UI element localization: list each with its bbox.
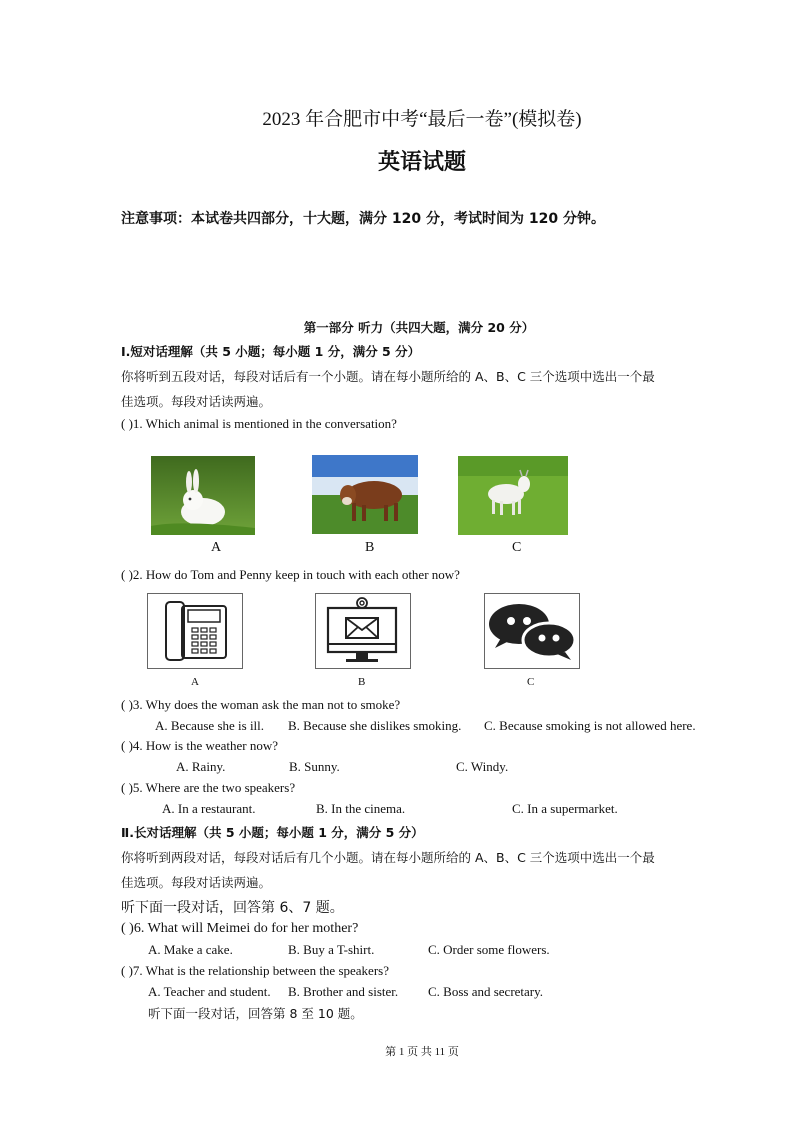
exam-title: 2023 年合肥市中考“最后一卷”(模拟卷) [262,109,582,130]
section1-instruction-2: 佳选项。每段对话读两遍。 [121,394,272,409]
question-4: ( )4. How is the weather now? [121,738,279,753]
email-computer-icon [315,593,411,669]
q4-option-b: B. Sunny. [289,759,340,774]
q3-option-a: A. Because she is ill. [155,718,265,733]
cow-image [312,455,418,534]
q1-label-c: C [512,540,522,555]
q1-label-a: A [211,540,222,555]
exam-notice: 注意事项：本试卷共四部分，十大题，满分 120 分，考试时间为 120 分钟。 [121,211,605,227]
section2-instruction-1: 你将听到两段对话，每段对话后有几个小题。请在每小题所给的 A、B、C 三个选项中选出一个最 [121,850,655,865]
rabbit-image [151,456,255,535]
q5-option-b: B. In the cinema. [316,801,406,816]
q5-option-c: C. In a supermarket. [512,801,618,816]
q3-option-c: C. Because smoking is not allowed here. [484,718,696,733]
q6-option-c: C. Order some flowers. [428,942,550,957]
question-1: ( )1. Which animal is mentioned in the conversation? [121,416,397,431]
listen-instruction-8-10: 听下面一段对话，回答第 8 至 10 题。 [148,1006,363,1021]
q2-label-c: C [527,676,535,688]
q2-label-b: B [358,676,366,688]
question-6: ( )6. What will Meimei do for her mother? [121,921,359,936]
section1-instruction-1: 你将听到五段对话，每段对话后有一个小题。请在每小题所给的 A、B、C 三个选项中选出一个最 [121,369,655,384]
q7-option-c: C. Boss and secretary. [428,984,544,999]
q7-option-a: A. Teacher and student. [148,984,271,999]
section2-title: Ⅱ.长对话理解（共 5 小题；每小题 1 分，满分 5 分） [121,825,424,840]
q6-option-b: B. Buy a T-shirt. [288,942,375,957]
q1-label-b: B [365,540,375,555]
q4-option-c: C. Windy. [456,759,509,774]
exam-subtitle: 英语试题 [377,150,466,175]
part1-heading: 第一部分 听力（共四大题，满分 20 分） [303,320,535,335]
telephone-icon [147,593,243,669]
question-5: ( )5. Where are the two speakers? [121,780,296,795]
section2-instruction-2: 佳选项。每段对话读两遍。 [121,875,272,890]
question-7: ( )7. What is the relationship between the speakers? [121,963,389,978]
q3-option-b: B. Because she dislikes smoking. [288,718,462,733]
q7-option-b: B. Brother and sister. [288,984,399,999]
question-2: ( )2. How do Tom and Penny keep in touch with each other now? [121,567,460,582]
question-3: ( )3. Why does the woman ask the man not to smoke? [121,697,401,712]
goat-image [458,456,568,535]
wechat-chat-icon [484,593,580,669]
section1-title: Ⅰ.短对话理解（共 5 小题；每小题 1 分，满分 5 分） [121,344,421,359]
q4-option-a: A. Rainy. [176,759,226,774]
q2-label-a: A [191,676,199,688]
listen-instruction-6-7: 听下面一段对话，回答第 6、7 题。 [121,900,344,916]
page-number: 第 1 页 共 11 页 [385,1046,459,1058]
q6-option-a: A. Make a cake. [148,942,233,957]
q5-option-a: A. In a restaurant. [162,801,256,816]
